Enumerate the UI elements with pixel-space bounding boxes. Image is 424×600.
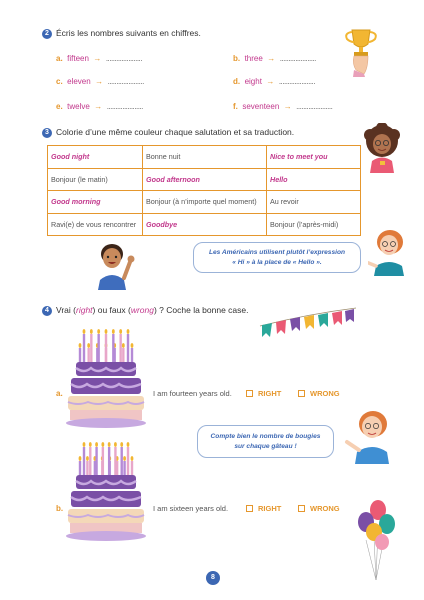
bunting-illustration: [258, 306, 358, 342]
checkbox-icon[interactable]: [298, 390, 305, 397]
candle-flame: [123, 456, 126, 461]
candle: [95, 447, 97, 475]
candle: [127, 334, 129, 362]
item-word: eight: [244, 77, 262, 86]
item-word: fifteen: [67, 54, 89, 63]
arrow-icon: →: [93, 54, 102, 63]
candle-flame: [87, 343, 90, 348]
ex4-item-a-wrong-option[interactable]: [298, 389, 340, 398]
tip-line: « Hi » à la place de « Hello ».: [232, 258, 322, 266]
candle: [122, 348, 124, 362]
candle-flame: [122, 343, 125, 348]
candle-flame: [120, 442, 123, 447]
candle: [131, 348, 133, 362]
ex4-item-b-right-option[interactable]: [246, 504, 281, 513]
candle-flame: [86, 456, 89, 461]
candle-flame: [83, 329, 86, 334]
candle-flame: [83, 442, 86, 447]
answer-blank[interactable]: .....................: [296, 102, 333, 111]
teacher-illustration: [368, 228, 408, 276]
boy-illustration: [94, 240, 138, 290]
item-letter: e.: [56, 102, 63, 111]
candle: [83, 334, 85, 362]
table-cell[interactable]: Bonjour (le matin): [48, 168, 143, 191]
tip-line: sur chaque gâteau !: [234, 442, 297, 450]
birthday-cake-a: [66, 322, 146, 430]
candle-flame: [112, 329, 115, 334]
candle: [83, 447, 85, 475]
candle-flame: [114, 442, 117, 447]
candle: [89, 447, 91, 475]
tip-line: Les Américains utilisent plutôt l’expression: [208, 249, 346, 256]
ex2-item-c: [56, 71, 144, 89]
arrow-icon: →: [283, 102, 292, 111]
table-cell[interactable]: Bonjour (l’après-midi): [267, 213, 361, 236]
instruction-text: ) ? Coche la bonne case.: [153, 305, 249, 315]
tip-bubble-candles: [197, 425, 334, 458]
candle-flame: [79, 456, 82, 461]
right-label: RIGHT: [258, 504, 282, 513]
ex4-item-b-letter: b.: [56, 504, 64, 513]
exercise-4-instruction: [56, 305, 249, 315]
exercise-3-instruction: Colorie d’une même couleur chaque salutation et sa traduction.: [56, 127, 295, 137]
candle-flame: [97, 329, 100, 334]
exercise-3-number: 3: [42, 128, 52, 138]
answer-blank[interactable]: .....................: [106, 102, 143, 111]
table-row: [48, 213, 361, 236]
page-number: 8: [206, 571, 220, 585]
candle: [90, 334, 92, 362]
tip-line: Compte bien le nombre de bougies: [210, 433, 321, 440]
table-cell[interactable]: Nice to meet you: [267, 146, 361, 169]
ex4-item-b-sentence: I am sixteen years old.: [153, 504, 229, 513]
item-letter: d.: [233, 77, 241, 86]
table-cell[interactable]: Good afternoon: [143, 168, 267, 191]
instruction-keyword-wrong: wrong: [130, 305, 154, 315]
candle-flame: [108, 442, 111, 447]
candle: [86, 461, 88, 475]
item-letter: f.: [233, 102, 238, 111]
wrong-label: WRONG: [310, 389, 340, 398]
item-letter: c.: [56, 77, 63, 86]
candle: [112, 334, 114, 362]
checkbox-icon[interactable]: [246, 390, 253, 397]
candle: [123, 461, 125, 475]
candle-flame: [105, 329, 108, 334]
teacher-illustration-2: [343, 408, 393, 464]
table-cell[interactable]: Bonne nuit: [143, 146, 267, 169]
candle-flame: [89, 442, 92, 447]
candle: [114, 447, 116, 475]
table-row: [48, 191, 361, 214]
ex2-item-a: [56, 48, 142, 66]
arrow-icon: →: [266, 77, 275, 86]
item-word: twelve: [67, 102, 90, 111]
ex4-item-a-sentence: I am fourteen years old.: [153, 389, 232, 398]
candle: [79, 348, 81, 362]
candle: [121, 447, 123, 475]
item-word: three: [244, 54, 263, 63]
arrow-icon: →: [95, 77, 104, 86]
answer-blank[interactable]: .....................: [278, 77, 316, 86]
item-letter: b.: [233, 54, 241, 63]
instruction-text: ) ou faux (: [92, 305, 131, 315]
candle: [105, 334, 107, 362]
candle-flame: [127, 329, 130, 334]
candle: [102, 447, 104, 475]
checkbox-icon[interactable]: [246, 505, 253, 512]
candle-flame: [79, 343, 82, 348]
exercise-2-instruction: Écris les nombres suivants en chiffres.: [56, 28, 201, 38]
candle-flame: [119, 329, 122, 334]
table-cell[interactable]: Bonjour (à n’importe quel moment): [143, 191, 267, 214]
candle: [127, 447, 129, 475]
checkbox-icon[interactable]: [298, 505, 305, 512]
ex2-item-f: [233, 96, 332, 114]
candle: [108, 447, 110, 475]
candle-flame: [95, 442, 98, 447]
ex2-item-e: [56, 96, 143, 114]
table-cell[interactable]: Au revoir: [267, 191, 361, 214]
wrong-label: WRONG: [310, 504, 340, 513]
ex4-item-a-right-option[interactable]: [246, 389, 281, 398]
answer-blank[interactable]: .....................: [279, 54, 316, 63]
candle: [119, 334, 121, 362]
candle: [97, 334, 99, 362]
ex4-item-b-wrong-option[interactable]: [298, 504, 340, 513]
right-label: RIGHT: [258, 389, 282, 398]
item-word: eleven: [67, 77, 91, 86]
answer-blank[interactable]: .....................: [105, 54, 143, 63]
candle-flame: [131, 456, 134, 461]
instruction-text: Vrai (: [56, 305, 76, 315]
exercise-2-number: 2: [42, 29, 52, 39]
tip-bubble-hello: [193, 242, 361, 273]
candle-flame: [127, 442, 130, 447]
ex4-item-a-letter: a.: [56, 389, 63, 398]
candle: [87, 348, 89, 362]
exercise-4-number: 4: [42, 306, 52, 316]
candle: [131, 461, 133, 475]
birthday-cake-b: [66, 435, 146, 543]
arrow-icon: →: [94, 102, 103, 111]
candle: [79, 461, 81, 475]
girl-illustration: [362, 123, 402, 173]
table-cell[interactable]: Hello: [267, 168, 361, 191]
item-word: seventeen: [242, 102, 280, 111]
table-cell[interactable]: Ravi(e) de vous rencontrer: [48, 213, 143, 236]
table-cell[interactable]: Good morning: [48, 191, 143, 214]
instruction-keyword-right: right: [76, 305, 93, 315]
ex2-item-b: [233, 48, 316, 66]
table-row: [48, 168, 361, 191]
item-letter: a.: [56, 54, 63, 63]
candle-flame: [131, 343, 134, 348]
greetings-table: [47, 145, 361, 236]
trophy-hand-illustration: [340, 22, 385, 77]
ex2-item-d: [233, 71, 315, 89]
table-cell[interactable]: Goodbye: [143, 213, 267, 236]
answer-blank[interactable]: .....................: [107, 77, 144, 86]
candle-flame: [101, 442, 104, 447]
table-cell[interactable]: Good night: [48, 146, 143, 169]
table-row: [48, 146, 361, 169]
candle-flame: [90, 329, 93, 334]
arrow-icon: →: [267, 54, 276, 63]
balloons-illustration: [354, 498, 398, 582]
